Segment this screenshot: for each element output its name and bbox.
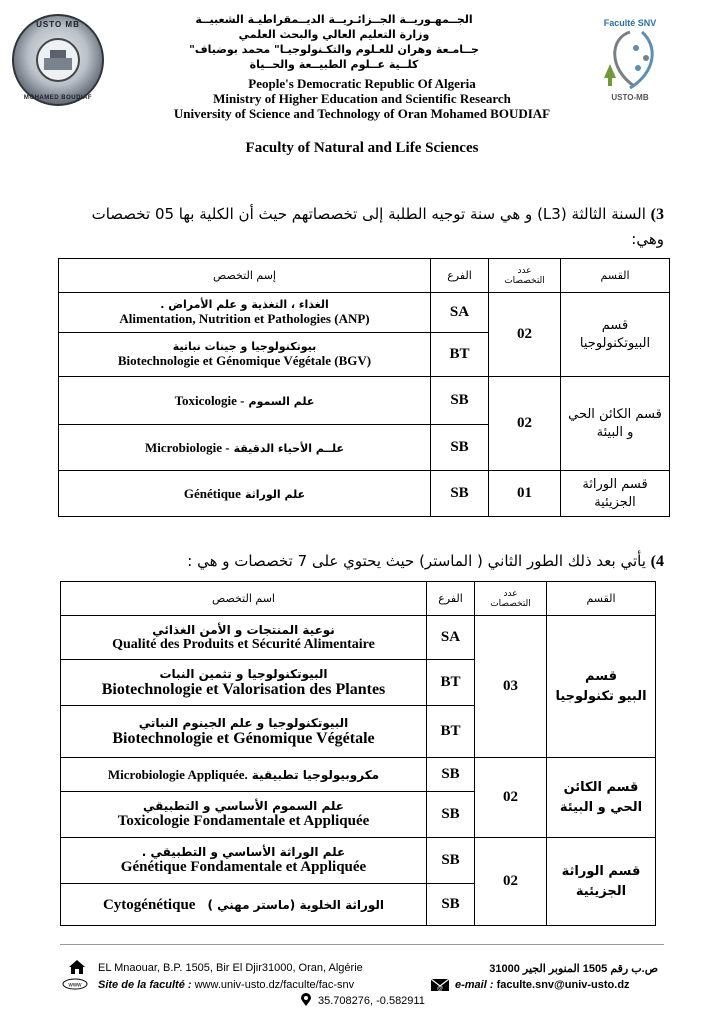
email-label: e-mail : — [455, 979, 494, 991]
table-row: الغذاء ، التغذية و علم الأمراض . Alimentation, Nutrition et Pathologies (ANP) SA 02 قسم البيوتكنولوجيا — [59, 293, 670, 333]
table-row: Cytogénétique الوراثة الخلوية (ماستر مهني ) SB — [61, 884, 656, 926]
table-row: البيوتكنولوجيا و علم الجينوم النباتي Biotechnologie et Génomique Végétale BT — [61, 706, 656, 758]
department-cell: قسم الوراثة الجزيئية — [561, 471, 670, 517]
home-icon — [68, 959, 86, 975]
footer-address-ar: ص.ب رقم 1505 المنوبر الجير 31000 — [489, 963, 658, 975]
footer-address-fr: EL Mnaouar, B.P. 1505, Bir El Djir31000, Oran, Algérie — [98, 962, 363, 974]
department-cell: قسم البيوتكنولوجيا — [561, 293, 670, 377]
table-row: نوعية المنتجات و الأمن الغذائي Qualité des Produits et Sécurité Alimentaire SA 03 قسم البيو تكنولوجيا — [61, 616, 656, 660]
count-cell: 02 — [489, 377, 561, 471]
footer-website — [98, 979, 354, 991]
faculty-logo-text: Faculté SNV — [603, 18, 657, 28]
location-pin-icon — [300, 993, 312, 1007]
arabic-header-line-4: كلــية عــلوم الطبيــعة والحــياة — [249, 58, 419, 71]
arabic-header-line-2: وزارة التعليم العالي والبحث العلمي — [238, 28, 430, 41]
table-row: Microbiologie Appliquée. مكروبيولوجيا تطبيقية SB 02 قسم الكائن الحي و البيئة — [61, 758, 656, 792]
website-icon — [62, 978, 88, 990]
section4-number: 4) — [650, 553, 664, 570]
english-header-line-1: People's Democratic Republic Of Algeria — [248, 76, 476, 91]
count-cell: 02 — [489, 293, 561, 377]
footer-coordinates: 35.708276, -0.582911 — [318, 995, 425, 1007]
department-cell: قسم الوراثة الجزيئية — [547, 838, 656, 926]
arabic-header-line-1: الجــمهـوريــة الجــزائـريــة الديــمقراطيـة الشعبيــة — [195, 13, 473, 26]
site-link[interactable]: www.univ-usto.dz/faculte/fac-snv — [194, 979, 355, 991]
col-branch: الفرع — [431, 259, 489, 293]
svg-text:@: @ — [436, 986, 444, 992]
email-link[interactable]: faculte.snv@univ-usto.dz — [496, 979, 630, 991]
english-header-line-2: Ministry of Higher Education and Scientific Research — [213, 91, 511, 106]
section3-number: 3) — [650, 206, 664, 223]
col-branch: الفرع — [427, 582, 475, 616]
col-department: القسم — [547, 582, 656, 616]
email-icon — [430, 976, 450, 992]
department-cell: قسم الكائن الحي و البيئة — [547, 758, 656, 838]
faculty-logo-sub: USTO-MB — [611, 93, 649, 102]
section3-title — [54, 203, 664, 226]
section3-text: السنة الثالثة (L3) و هي سنة توجيه الطلبة إلى تخصصاتهم حيث أن الكلية بها 05 تخصصات — [91, 205, 646, 223]
faculty-title: Faculty of Natural and Life Sciences — [245, 140, 479, 156]
site-label: Site de la faculté : — [98, 979, 192, 991]
col-department: القسم — [561, 259, 670, 293]
col-count: عدد التخصصات — [475, 582, 547, 616]
table-row: Génétique علم الوراثة SB 01 قسم الوراثة الجزيئية — [59, 471, 670, 517]
footer-divider — [60, 944, 664, 945]
department-cell: قسم البيو تكنولوجيا — [547, 616, 656, 758]
arabic-header-line-3: جــامـعة وهران للعـلوم والتكـنولوجيـا" محمد بوضياف" — [189, 43, 479, 56]
logo-text: USTO MB — [36, 20, 80, 29]
count-cell: 03 — [475, 616, 547, 758]
table-row: علم الوراثة الأساسي و التطبيقي . Génétique Fondamentale et Appliquée SB 02 قسم الوراثة الجزيئية — [61, 838, 656, 884]
col-speciality: إسم التخصص — [59, 259, 431, 293]
section3-text-line2: وهي: — [631, 230, 664, 248]
department-cell: قسم الكائن الحي و البيئة — [561, 377, 670, 471]
table-row: بيوتكنولوجيا و جينات نباتية Biotechnologie et Génomique Végétale (BGV) BT — [59, 333, 670, 377]
section4-text: يأتي بعد ذلك الطور الثاني ( الماستر) حيث يحتوي على 7 تخصصات و هي : — [187, 552, 646, 570]
dna-icon — [590, 28, 670, 94]
svg-text:www: www — [68, 982, 82, 989]
section4-title — [54, 550, 664, 573]
faculty-logo — [590, 18, 670, 110]
logo-ring-text: MOHAMED BOUDIAF — [23, 95, 93, 101]
english-header-line-3: University of Science and Technology of Oran Mohamed BOUDIAF — [173, 106, 551, 121]
table-row: Toxicologie - علم السموم SB 02 قسم الكائن الحي و البيئة — [59, 377, 670, 425]
col-speciality: اسم التخصص — [61, 582, 427, 616]
count-cell: 01 — [489, 471, 561, 517]
table-master — [60, 581, 656, 926]
table-l3 — [58, 258, 670, 517]
footer-email — [455, 979, 630, 991]
col-count: عدد التخصصات — [489, 259, 561, 293]
table-row: البيوتكنولوجيا و تثمين النبات Biotechnologie et Valorisation des Plantes BT — [61, 660, 656, 706]
count-cell: 02 — [475, 838, 547, 926]
table-row: Microbiologie - علــم الأحياء الدقيقة SB — [59, 425, 670, 471]
count-cell: 02 — [475, 758, 547, 838]
table-row: علم السموم الأساسي و التطبيقي Toxicologie Fondamentale et Appliquée SB — [61, 792, 656, 838]
